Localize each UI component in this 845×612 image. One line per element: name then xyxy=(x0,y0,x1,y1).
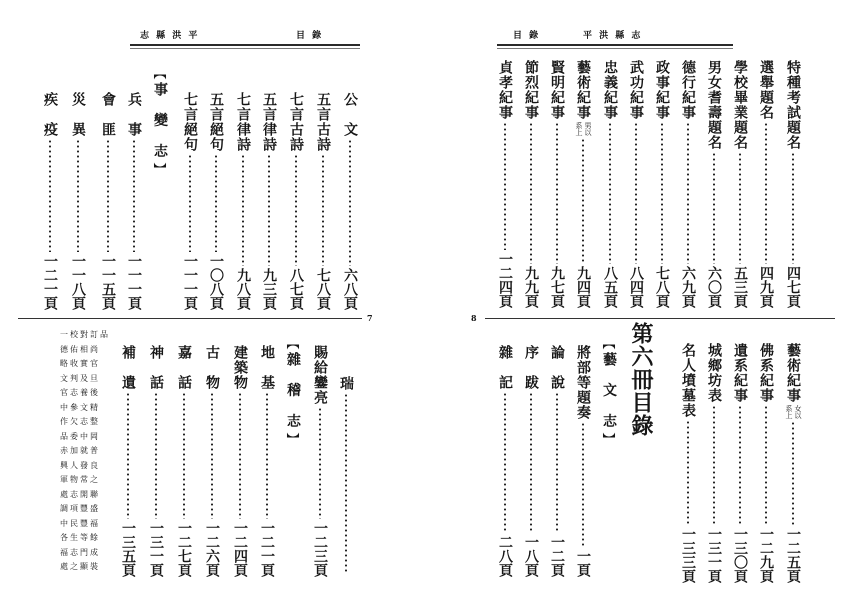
entry-page: 五三頁 xyxy=(732,266,748,308)
toc-entry xyxy=(704,343,724,583)
entry-page: 七八頁 xyxy=(315,268,331,310)
toc-entry xyxy=(146,345,166,577)
entry-page: 六八頁 xyxy=(342,268,358,310)
entry-title: 賜給鑾亮 xyxy=(312,345,328,405)
entry-page: 九八頁 xyxy=(235,268,251,310)
entry-page: 九三頁 xyxy=(261,268,277,310)
toc-entry xyxy=(730,60,750,308)
bracket-open: ︻ xyxy=(602,337,616,352)
entry-title: 瑞 xyxy=(338,376,354,391)
entry-title: 七言律詩 xyxy=(235,92,251,152)
entry-title: 藝術紀事 xyxy=(785,343,801,403)
note-block xyxy=(60,330,112,580)
dot-leader xyxy=(739,152,741,264)
dot-leader xyxy=(530,122,532,264)
dot-leader xyxy=(504,392,506,533)
section-title: 事 變 志 xyxy=(152,82,168,164)
dot-leader xyxy=(127,392,129,519)
entry-title: 神 話 xyxy=(148,345,164,390)
entry-title: 論 說 xyxy=(549,345,565,390)
section-title: 雜 稽 志 xyxy=(285,352,301,434)
note-column: 一校對訂品 xyxy=(60,330,110,339)
section-heading xyxy=(150,68,170,178)
dot-leader xyxy=(739,405,741,525)
entry-page: 一三〇頁 xyxy=(732,527,748,583)
toc-entry xyxy=(756,343,776,583)
entry-subtitle: 女以 系上 xyxy=(785,405,802,419)
entry-page: 八四頁 xyxy=(628,266,644,308)
toc-entry xyxy=(783,60,803,308)
toc-entry xyxy=(573,60,593,308)
toc-entry xyxy=(174,345,194,577)
toc-entry xyxy=(547,60,567,308)
entry-page: 一二頁 xyxy=(549,535,565,577)
section-title: 藝 文 志 xyxy=(601,352,617,434)
bracket-open: ︻ xyxy=(153,67,167,82)
running-header-section: 目 錄 xyxy=(296,31,324,41)
header-rule-thin xyxy=(130,48,360,49)
entry-page: 一二七頁 xyxy=(176,521,192,577)
entry-title: 五言古詩 xyxy=(315,92,331,152)
bracket-close: ︼ xyxy=(153,162,167,178)
dot-leader xyxy=(133,139,135,252)
note-column: 軍物常之 xyxy=(60,475,100,484)
note-column: 品委中岡 xyxy=(60,431,100,441)
entry-page: 一二四頁 xyxy=(232,521,248,577)
dot-leader xyxy=(319,407,321,519)
toc-entry xyxy=(68,92,88,310)
note-column: 文判及旦 xyxy=(60,373,100,383)
entry-subtitle: 男以 系上 xyxy=(575,122,592,136)
header-rule-thin xyxy=(497,48,733,49)
entry-title: 武功紀事 xyxy=(628,60,644,120)
toc-entry xyxy=(313,92,333,310)
entry-title: 古 物 xyxy=(204,345,220,390)
entry-page: 四九頁 xyxy=(758,266,774,308)
entry-title: 嘉 話 xyxy=(176,345,192,390)
header-rule xyxy=(497,44,733,46)
entry-page: 九九頁 xyxy=(523,266,539,308)
section-heading xyxy=(283,338,303,448)
bracket-close: ︼ xyxy=(602,432,616,448)
page-number: 7 xyxy=(367,313,373,323)
entry-page: 一二六頁 xyxy=(204,521,220,577)
entry-title: 藝術紀事 xyxy=(575,60,591,120)
dot-leader xyxy=(77,139,79,252)
dot-leader xyxy=(295,154,297,266)
entry-title: 兵 事 xyxy=(126,92,142,137)
note-column: 興人發良 xyxy=(60,460,100,470)
note-column: 作欠志整 xyxy=(60,417,100,426)
entry-page: 一三三頁 xyxy=(680,527,696,583)
toc-entry xyxy=(124,92,144,310)
dot-leader xyxy=(215,154,217,252)
entry-title: 賢明紀事 xyxy=(549,60,565,120)
running-header-section: 目 錄 xyxy=(513,31,541,41)
entry-page: 一三五頁 xyxy=(120,521,136,577)
toc-entry xyxy=(230,345,250,577)
toc-entry xyxy=(495,345,515,577)
entry-title: 序 跋 xyxy=(523,345,539,390)
dot-leader xyxy=(713,405,715,525)
toc-entry xyxy=(495,60,515,308)
entry-page: 七八頁 xyxy=(654,266,670,308)
toc-entry xyxy=(626,60,646,308)
toc-entry xyxy=(233,92,253,310)
dot-leader xyxy=(155,392,157,519)
dot-leader xyxy=(661,122,663,264)
dot-leader xyxy=(556,392,558,533)
entry-page: 一三一頁 xyxy=(706,527,722,583)
entry-title: 遺系紀事 xyxy=(732,343,748,403)
section-heading xyxy=(599,338,619,448)
entry-title: 將部等題奏 xyxy=(575,345,591,420)
entry-page: 一二三頁 xyxy=(312,521,328,577)
entry-title: 城鄉坊表 xyxy=(706,343,722,403)
entry-page: 一八頁 xyxy=(523,535,539,577)
entry-page: 一三一頁 xyxy=(148,521,164,577)
toc-entry xyxy=(704,60,724,308)
entry-page: 八五頁 xyxy=(602,266,618,308)
toc-entry xyxy=(600,60,620,308)
note-column: 中民豐福 xyxy=(60,518,100,528)
dot-leader xyxy=(582,138,584,264)
entry-page: 一一一頁 xyxy=(126,254,142,310)
entry-title: 會 匪 xyxy=(100,92,116,137)
entry-page: 一二一頁 xyxy=(42,254,58,310)
dot-leader xyxy=(211,392,213,519)
note-column: 略收實官 xyxy=(60,359,100,368)
entry-page: 一〇八頁 xyxy=(208,254,224,310)
toc-entry xyxy=(340,92,360,310)
entry-page: 二八頁 xyxy=(497,535,513,577)
entry-title: 名人墳墓表 xyxy=(680,343,696,418)
toc-entry xyxy=(259,92,279,310)
dot-leader xyxy=(349,139,351,266)
note-column: 德佑相尚 xyxy=(60,344,100,354)
dot-leader xyxy=(345,393,347,574)
entry-page: 一二五頁 xyxy=(785,527,801,583)
dot-leader xyxy=(530,392,532,533)
toc-entry xyxy=(40,92,60,310)
entry-page: 一頁 xyxy=(575,549,591,577)
toc-entry xyxy=(521,60,541,308)
dot-leader xyxy=(765,405,767,525)
entry-title: 災 異 xyxy=(70,92,86,137)
note-column: 中參文精 xyxy=(60,402,100,412)
entry-title: 特種考試題名 xyxy=(785,60,801,150)
entry-page: 一一五頁 xyxy=(100,254,116,310)
dot-leader xyxy=(687,122,689,264)
divider-rule xyxy=(18,318,362,319)
dot-leader xyxy=(242,154,244,266)
entry-title: 節烈紀事 xyxy=(523,60,539,120)
dot-leader xyxy=(189,154,191,252)
entry-page: 九四頁 xyxy=(575,266,591,308)
dot-leader xyxy=(107,139,109,252)
entry-title: 建築物 xyxy=(232,345,248,390)
entry-page: 四七頁 xyxy=(785,266,801,308)
entry-title: 德行紀事 xyxy=(680,60,696,120)
entry-title: 學校畢業題名 xyxy=(732,60,748,150)
entry-page: 八七頁 xyxy=(288,268,304,310)
note-column: 官志養後 xyxy=(60,388,100,397)
dot-leader xyxy=(239,392,241,519)
toc-entry xyxy=(202,345,222,577)
entry-page: 一一八頁 xyxy=(70,254,86,310)
entry-title: 雜 記 xyxy=(497,345,513,390)
entry-title: 政事紀事 xyxy=(654,60,670,120)
entry-page: 六九頁 xyxy=(680,266,696,308)
entry-title: 選舉題名 xyxy=(758,60,774,120)
toc-entry xyxy=(521,345,541,577)
entry-title: 佛系紀事 xyxy=(758,343,774,403)
entry-title: 補 遺 xyxy=(120,345,136,390)
entry-page: 一二一頁 xyxy=(259,521,275,577)
toc-entry xyxy=(98,92,118,310)
entry-title: 貞孝紀事 xyxy=(497,60,513,120)
toc-entry xyxy=(756,60,776,308)
toc-entry xyxy=(257,345,277,577)
note-column: 各生等餘 xyxy=(60,533,100,542)
dot-leader xyxy=(713,152,715,264)
entry-page: 一二九頁 xyxy=(758,527,774,583)
bracket-close: ︼ xyxy=(286,432,300,448)
toc-entry xyxy=(310,345,330,577)
dot-leader xyxy=(687,420,689,525)
right-page xyxy=(423,0,845,612)
volume-title: 第六冊目錄 xyxy=(628,322,654,437)
dot-leader xyxy=(765,122,767,264)
dot-leader xyxy=(635,122,637,264)
toc-entry xyxy=(678,343,698,583)
toc-entry xyxy=(573,345,593,577)
toc-entry xyxy=(206,92,226,310)
dot-leader xyxy=(792,421,794,525)
dot-leader xyxy=(322,154,324,266)
toc-entry xyxy=(547,345,567,577)
entry-page: 一二四頁 xyxy=(497,252,513,308)
toc-entry xyxy=(730,343,750,583)
toc-entry xyxy=(783,343,803,583)
entry-title: 五言絕句 xyxy=(208,92,224,152)
entry-title: 公 文 xyxy=(342,92,358,137)
divider-rule xyxy=(485,318,835,319)
entry-title: 疾 疫 xyxy=(42,92,58,137)
dot-leader xyxy=(504,122,506,250)
dot-leader xyxy=(609,122,611,264)
left-page xyxy=(0,0,422,612)
entry-title: 地 基 xyxy=(259,345,275,390)
note-column: 福志門成 xyxy=(60,547,100,557)
entry-page: 六〇頁 xyxy=(706,266,722,308)
dot-leader xyxy=(183,392,185,519)
header-rule xyxy=(130,44,360,46)
entry-title: 忠義紀事 xyxy=(602,60,618,120)
entry-title: 五言律詩 xyxy=(261,92,277,152)
dot-leader xyxy=(792,152,794,264)
dot-leader xyxy=(266,392,268,519)
dot-leader xyxy=(268,154,270,266)
continued-entry xyxy=(336,376,356,576)
entry-page: 一一一頁 xyxy=(182,254,198,310)
note-column: 赤加就普 xyxy=(60,446,100,455)
dot-leader xyxy=(556,122,558,264)
entry-title: 七言絕句 xyxy=(182,92,198,152)
note-column: 調項豐盛 xyxy=(60,504,100,513)
note-column: 處志開聯 xyxy=(60,489,100,499)
entry-page: 九七頁 xyxy=(549,266,565,308)
toc-entry xyxy=(678,60,698,308)
bracket-open: ︻ xyxy=(286,337,300,352)
toc-entry xyxy=(652,60,672,308)
dot-leader xyxy=(49,139,51,252)
entry-title: 男女耆壽題名 xyxy=(706,60,722,150)
running-header-title: 平 洪 縣 志 xyxy=(583,31,643,41)
entry-title: 七言古詩 xyxy=(288,92,304,152)
note-column: 處之顯裝 xyxy=(60,562,100,571)
toc-entry xyxy=(180,92,200,310)
toc-entry xyxy=(118,345,138,577)
dot-leader xyxy=(582,422,584,547)
toc-entry xyxy=(286,92,306,310)
running-header-title: 志 縣 洪 平 xyxy=(140,31,200,41)
page-number: 8 xyxy=(471,313,477,323)
